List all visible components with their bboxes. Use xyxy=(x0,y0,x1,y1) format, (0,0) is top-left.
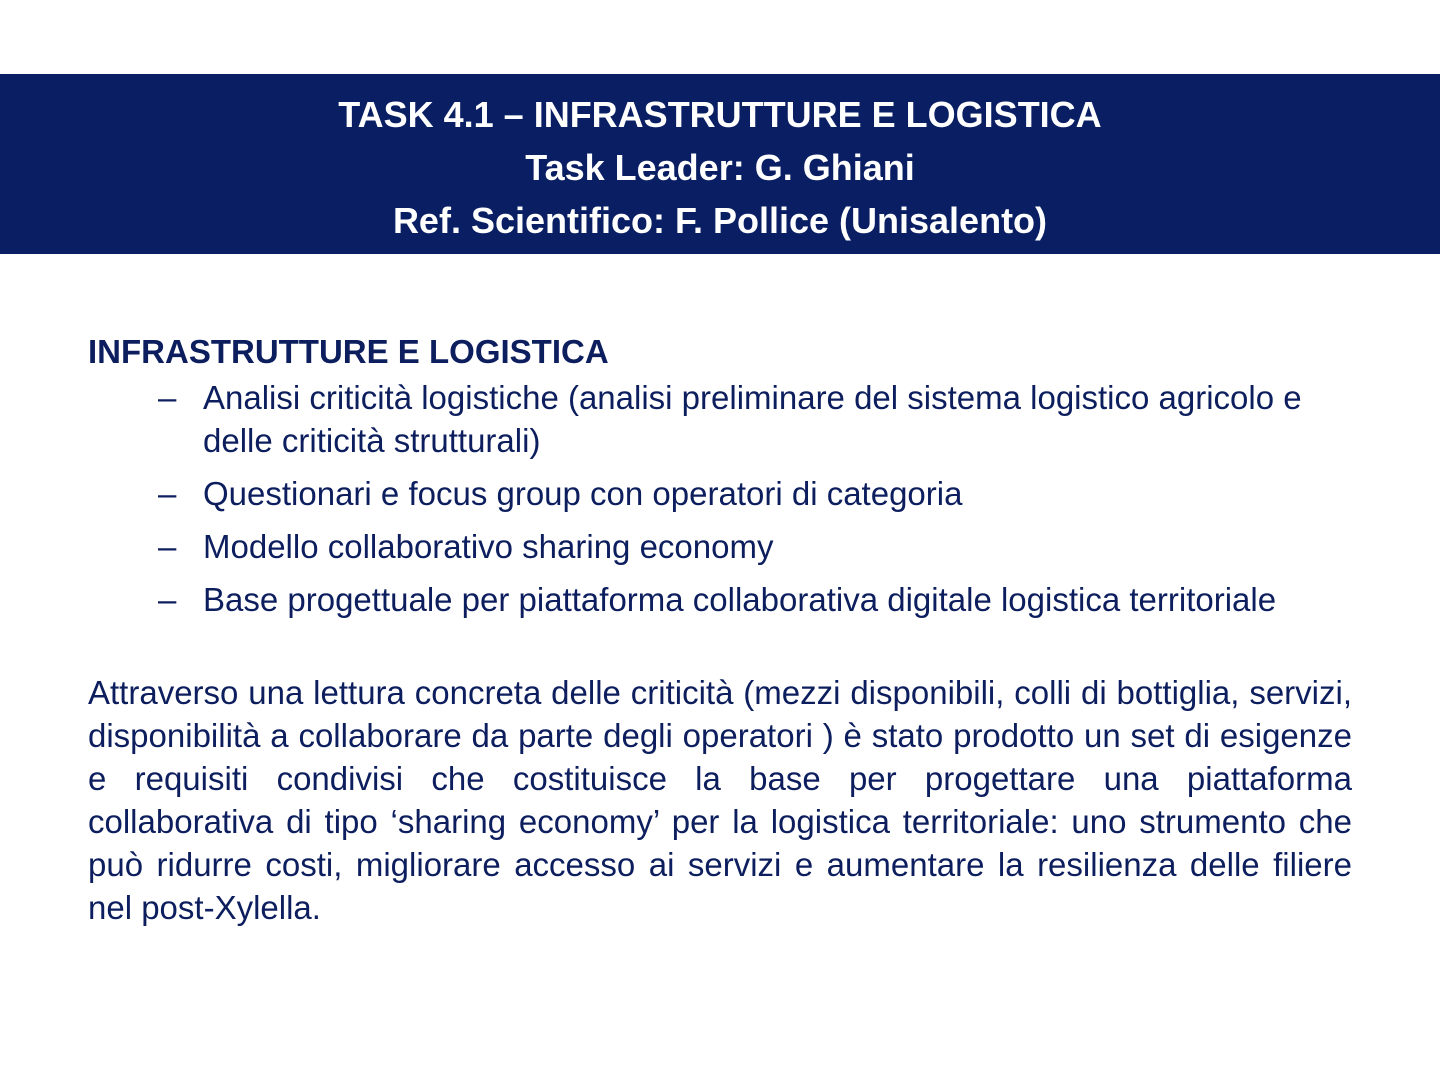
dash-marker: – xyxy=(158,581,177,618)
slide-title: TASK 4.1 – INFRASTRUTTURE E LOGISTICA xyxy=(338,94,1102,135)
bullet-text: Base progettuale per piattaforma collaborativa digitale logistica territoriale xyxy=(203,581,1277,618)
bullet-item xyxy=(88,376,1352,462)
dash-marker: – xyxy=(158,528,177,565)
section-heading: INFRASTRUTTURE E LOGISTICA xyxy=(88,333,609,370)
bullet-text: Questionari e focus group con operatori di categoria xyxy=(203,475,963,512)
scientific-reference: Ref. Scientifico: F. Pollice (Unisalento) xyxy=(392,200,1048,241)
task-leader: Task Leader: G. Ghiani xyxy=(525,147,915,188)
title-banner xyxy=(0,74,1440,254)
bullet-item xyxy=(88,578,1352,621)
slide-content xyxy=(88,330,1352,962)
bullet-item xyxy=(88,472,1352,515)
bullet-item xyxy=(88,525,1352,568)
bullet-text: Modello collaborativo sharing economy xyxy=(203,528,774,565)
dash-marker: – xyxy=(158,475,177,512)
body-paragraph: Attraverso una lettura concreta delle criticità (mezzi disponibili, colli di bottiglia, servizi, disponibilità a collaborare da parte degli operatori ) è stato prodotto un set di esigenze e requisiti condivisi che costituisce la base per progettare una piattaforma collaborativa di tipo ‘sharing economy’ per la logistica territoriale: uno strumento che può ridurre costi, migliorare accesso ai servizi e aumentare la resilienza delle filiere nel post-Xylella. xyxy=(88,674,1352,926)
dash-marker: – xyxy=(158,379,177,416)
bullet-text: Analisi criticità logistiche (analisi preliminare del sistema logistico agricolo e delle criticità strutturali) xyxy=(203,379,1302,459)
bullet-list xyxy=(88,376,1352,621)
